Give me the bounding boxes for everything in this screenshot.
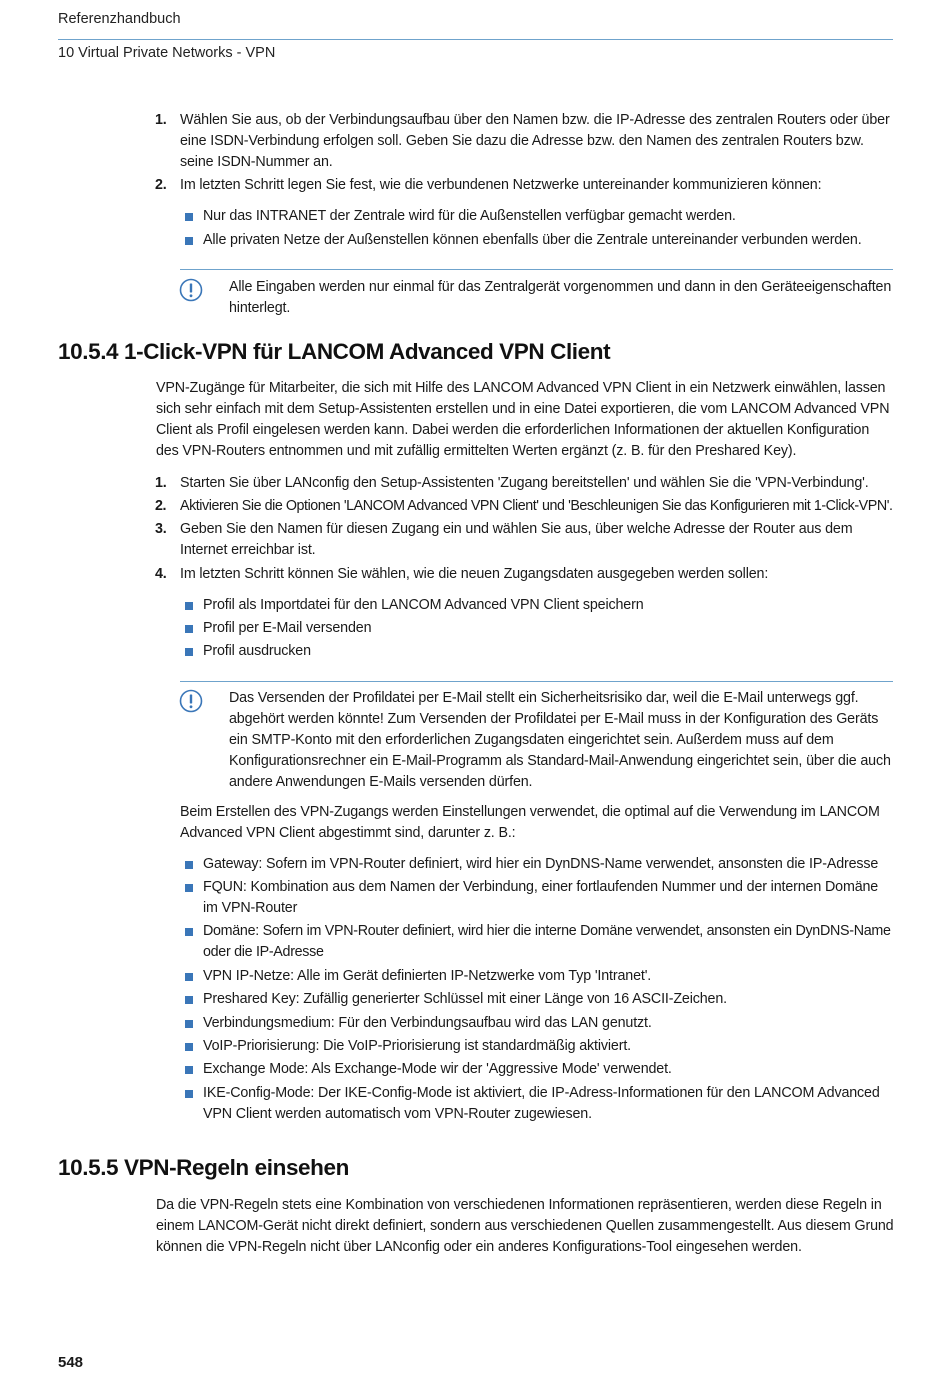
bullet-icon xyxy=(185,928,193,936)
bullet-text: Exchange Mode: Als Exchange-Mode wir der 'Aggressive Mode' verwendet. xyxy=(203,1061,672,1077)
step-text: Im letzten Schritt können Sie wählen, wie die neuen Zugangsdaten ausgegeben werden sollen: xyxy=(180,566,769,582)
section-heading-1055: 10.5.5 VPN-Regeln einsehen xyxy=(58,1155,349,1180)
bullet-text: Profil als Importdatei für den LANCOM Advanced VPN Client speichern xyxy=(203,597,644,613)
note-divider xyxy=(180,681,893,682)
bullet-icon xyxy=(185,237,193,245)
bullet-text: Alle privaten Netze der Außenstellen können ebenfalls über die Zentrale untereinander verbunden werden. xyxy=(203,232,862,248)
bullet-text: Gateway: Sofern im VPN-Router definiert, wird hier ein DynDNS-Name verwendet, ansonsten die IP-Adresse xyxy=(203,856,879,872)
bullet-text: VPN IP-Netze: Alle im Gerät definierten IP-Netzwerke vom Typ 'Intranet'. xyxy=(203,968,652,984)
bullet-text: FQUN: Kombination aus dem Namen der Verbindung, einer fortlaufenden Nummer und der internen Domäne im VPN-Router xyxy=(203,879,879,916)
bullet-icon xyxy=(185,1066,193,1074)
bullet-text: IKE-Config-Mode: Der IKE-Config-Mode ist aktiviert, die IP-Adress-Informationen für den LANCOM Advanced VPN Client werden automatisch vom VPN-Router zugewiesen. xyxy=(203,1085,880,1122)
bullet-text: Verbindungsmedium: Für den Verbindungsaufbau wird das LAN genutzt. xyxy=(203,1015,652,1031)
bullet-text: Profil ausdrucken xyxy=(203,643,311,659)
note-text: Das Versenden der Profildatei per E-Mail stellt ein Sicherheitsrisiko dar, weil die E-Mail unterwegs ggf. abgehört werden könnte! Zum Versenden der Profildatei per E-Mail muss in der Konfiguration des Geräts ein SMTP-Konto mit den erforderlichen Zugangsdaten eingerichtet sein. Außerdem muss auf dem Konfigurationsrechner ein E-Mail-Programm als Standard-Mail-Anwendung eingerichtet sein, über die auch andere Anwendungen E-Mails versenden dürfen. xyxy=(229,690,891,790)
step-text: Wählen Sie aus, ob der Verbindungsaufbau über den Namen bzw. die IP-Adresse des zentralen Routers oder über eine ISDN-Verbindung erfolgen soll. Geben Sie dazu die Adresse bzw. den Namen des zentralen Routers bzw. seine ISDN-Nummer an. xyxy=(180,112,890,170)
note-divider xyxy=(180,269,893,270)
bullet-icon xyxy=(185,1043,193,1051)
step-number: 1. xyxy=(155,475,167,491)
step-text: Aktivieren Sie die Optionen 'LANCOM Advanced VPN Client' und 'Beschleunigen Sie das Konfigurieren mit 1-Click-VPN'. xyxy=(180,498,893,514)
bullet-icon xyxy=(185,602,193,610)
bullet-icon xyxy=(185,648,193,656)
bullet-icon xyxy=(185,996,193,1004)
step-number: 2. xyxy=(155,177,167,193)
step-text: Im letzten Schritt legen Sie fest, wie die verbundenen Netzwerke untereinander kommunizieren können: xyxy=(180,177,822,193)
settings-intro-text: Beim Erstellen des VPN-Zugangs werden Einstellungen verwendet, die optimal auf die Verwendung im LANCOM Advanced VPN Client abgestimmt sind, darunter z. B.: xyxy=(180,804,880,841)
warning-exclamation-icon xyxy=(179,689,203,713)
bullet-text: Preshared Key: Zufällig generierter Schlüssel mit einer Länge von 16 ASCII-Zeichen. xyxy=(203,991,727,1007)
header-divider xyxy=(58,39,893,40)
running-header-title: Referenzhandbuch xyxy=(58,11,181,27)
bullet-icon xyxy=(185,884,193,892)
bullet-text: Profil per E-Mail versenden xyxy=(203,620,372,636)
section-heading-1054: 10.5.4 1-Click-VPN für LANCOM Advanced VPN Client xyxy=(58,339,611,364)
step-text: Starten Sie über LANconfig den Setup-Assistenten 'Zugang bereitstellen' und wählen Sie die 'VPN-Verbindung'. xyxy=(180,475,869,491)
bullet-text: Domäne: Sofern im VPN-Router definiert, wird hier die interne Domäne verwendet, ansonsten ein DynDNS-Name oder die IP-Adresse xyxy=(203,923,891,960)
running-header-chapter: 10 Virtual Private Networks - VPN xyxy=(58,45,276,61)
bullet-icon xyxy=(185,1020,193,1028)
step-text: Geben Sie den Namen für diesen Zugang ein und wählen Sie aus, über welche Adresse der Router aus dem Internet erreichbar ist. xyxy=(180,521,853,558)
section-text: Da die VPN-Regeln stets eine Kombination von verschiedenen Informationen repräsentieren, werden diese Regeln in einem LANCOM-Gerät nicht direkt definiert, sondern aus verschiedenen Quellen zusammengestellt. Aus diesem Grund können die VPN-Regeln nicht über LANconfig oder ein anderes Konfigurations-Tool eingesehen werden. xyxy=(156,1197,894,1255)
bullet-text: Nur das INTRANET der Zentrale wird für die Außenstellen verfügbar gemacht werden. xyxy=(203,208,736,224)
step-number: 2. xyxy=(155,498,167,514)
warning-exclamation-icon xyxy=(179,278,203,302)
bullet-icon xyxy=(185,861,193,869)
note-text: Alle Eingaben werden nur einmal für das Zentralgerät vorgenommen und dann in den Geräteeigenschaften hinterlegt. xyxy=(229,279,892,316)
step-number: 4. xyxy=(155,566,167,582)
step-number: 1. xyxy=(155,112,167,128)
bullet-icon xyxy=(185,973,193,981)
intro-text: VPN-Zugänge für Mitarbeiter, die sich mit Hilfe des LANCOM Advanced VPN Client in ein Netzwerk einwählen, lassen sich sehr einfach mit dem Setup-Assistenten erstellen und in eine Datei exportieren, die vom LANCOM Advanced VPN Client als Profil eingelesen werden kann. Dabei werden die erforderlichen Informationen der aktuellen Konfiguration des VPN-Routers entnommen und mit zufällig ermittelten Werten ergänzt (z. B. für den Preshared Key). xyxy=(156,380,890,459)
bullet-icon xyxy=(185,625,193,633)
bullet-text: VoIP-Priorisierung: Die VoIP-Priorisierung ist standardmäßig aktiviert. xyxy=(203,1038,631,1054)
step-number: 3. xyxy=(155,521,167,537)
page-number: 548 xyxy=(58,1354,84,1371)
bullet-icon xyxy=(185,213,193,221)
bullet-icon xyxy=(185,1090,193,1098)
